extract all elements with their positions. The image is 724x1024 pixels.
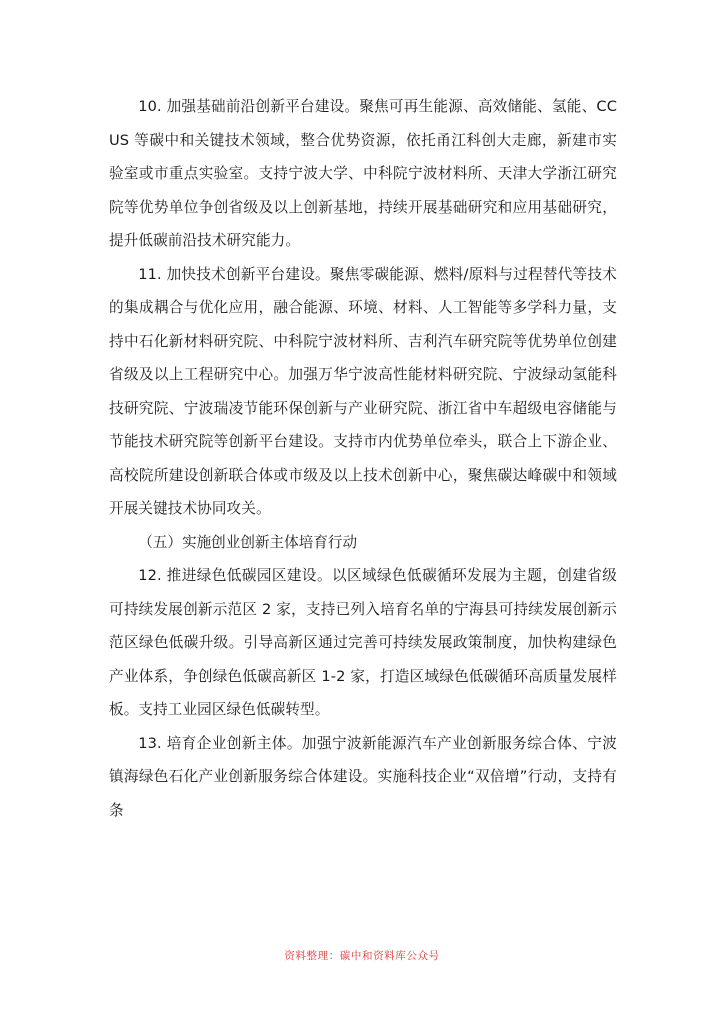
document-body: [109, 90, 617, 827]
paragraph-12: 12. 推进绿色低碳园区建设。以区域绿色低碳循环发展为主题，创建省级可持续发展创新示范区 2 家，支持已列入培育名单的宁海县可持续发展创新示范区绿色低碳升级。引导高新区通过完善可持续发展政策制度，加快构建绿色产业体系，争创绿色低碳高新区 1-2 家，打造区域绿色低碳循环高质量发展样板。支持工业园区绿色低碳转型。: [109, 567, 617, 718]
footer-source-note: 资料整理：碳中和资料库公众号: [284, 950, 440, 962]
section-heading: （五）实施创业创新主体培育行动: [138, 533, 358, 551]
paragraph-10: 10. 加强基础前沿创新平台建设。聚焦可再生能源、高效储能、氢能、CCUS 等碳中和关键技术领域，整合优势资源，依托甬江科创大走廊，新建市实验室或市重点实验室。支持宁波大学、中科院宁波材料所、天津大学浙江研究院等优势单位争创省级及以上创新基地，持续开展基础研究和应用基础研究，提升低碳前沿技术研究能力。: [109, 98, 617, 249]
paragraph-13: 13. 培育企业创新主体。加强宁波新能源汽车产业创新服务综合体、宁波镇海绿色石化产业创新服务综合体建设。实施科技企业“双倍增”行动，支持有条: [109, 734, 617, 819]
paragraph-11: 11. 加快技术创新平台建设。聚焦零碳能源、燃料/原料与过程替代等技术的集成耦合与优化应用，融合能源、环境、材料、人工智能等多学科力量，支持中石化新材料研究院、中科院宁波材料所、吉利汽车研究院等优势单位创建省级及以上工程研究中心。加强万华宁波高性能材料研究院、宁波绿动氢能科技研究院、宁波瑞凌节能环保创新与产业研究院、浙江省中车超级电容储能与节能技术研究院等创新平台建设。支持市内优势单位牵头，联合上下游企业、高校院所建设创新联合体或市级及以上技术创新中心，聚焦碳达峰碳中和领域开展关键技术协同攻关。: [109, 265, 617, 517]
